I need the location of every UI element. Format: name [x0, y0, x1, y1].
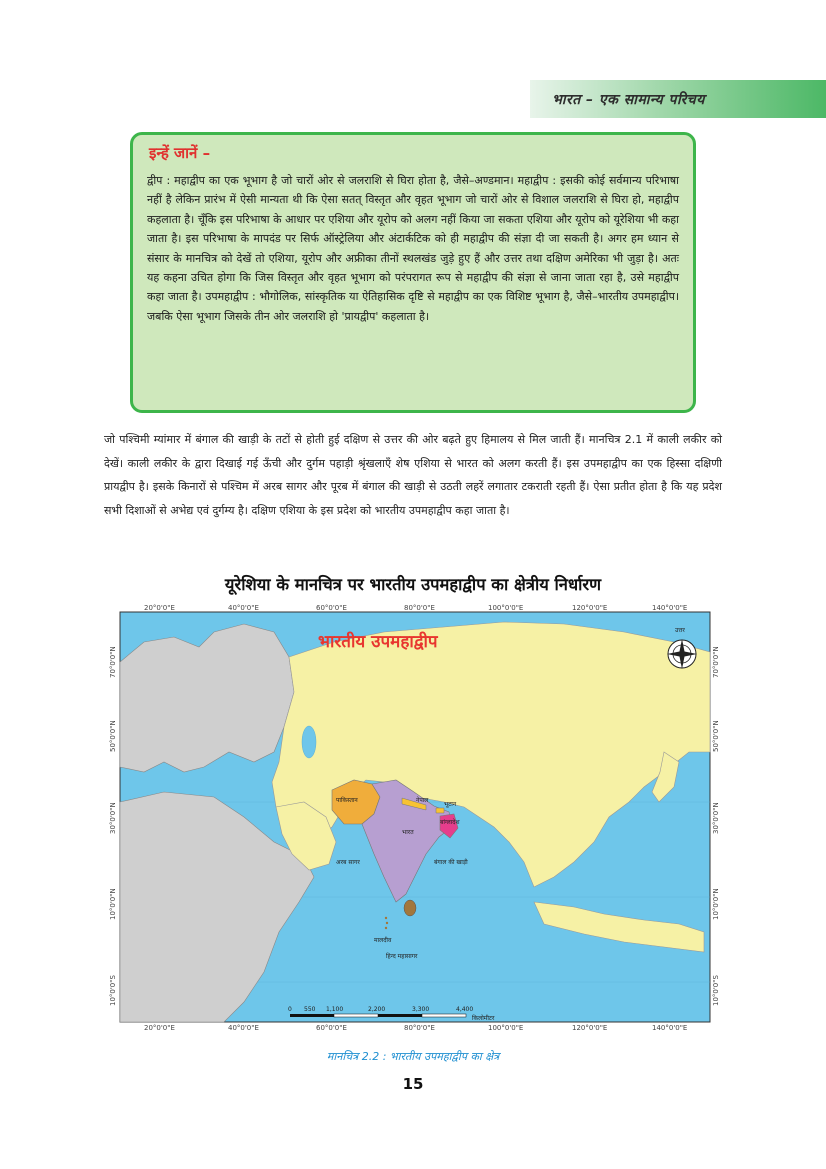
lat-tick-right-70: 70°0'0"N [712, 646, 720, 678]
label-arabian-sea: अरब सागर [336, 859, 360, 866]
bhutan-region [436, 808, 444, 813]
sri-lanka-region [404, 900, 416, 916]
scale-value-0: 0 [288, 1006, 292, 1013]
page-number: 15 [402, 1075, 424, 1093]
scale-value-2: 1,100 [326, 1006, 344, 1013]
lon-tick-top-120: 120°0'0"E [572, 604, 608, 612]
lon-tick-top-20: 20°0'0"E [144, 604, 175, 612]
info-box-text: द्वीप : महाद्वीप का एक भूभाग है जो चारों ओर से जलराशि से घिरा होता है, जैसे–अण्डमान। महाद्वीप : इसकी कोई सर्वमान्य परिभाषा नहीं है लेकिन प्रारंभ में ऐसी मान्यता थी कि ऐसा सतत् विस्तृत और वृहत भूभाग जो चारों ओर से विशाल जलराशि से घिरा हो, महाद्वीप कहलाता है। चूँकि इस परिभाषा के आधार पर एशिया और यूरोप को अलग नहीं किया जा सकता एशिया और यूरोप को यूरेशिया भी कहा जाता है। इस परिभाषा के मापदंड पर सिर्फ ऑस्ट्रेलिया और अंटार्कटिक को ही महाद्वीप की संज्ञा दी जा सकती है। अगर हम ध्यान से संसार के मानचित्र को देखें तो एशिया, यूरोप और अफ्रीका तीनों स्थलखंड जुड़े हुए हैं और उत्तर तथा दक्षिण अमेरिका भी जुड़ा है। अतः यह कहना उचित होगा कि जिस विस्तृत और वृहत भूभाग को परंपरागत रूप से महाद्वीप की संज्ञा से जाना जाता रहा है, उसे महाद्वीप कहा जाता है। उपमहाद्वीप : भौगोलिक, सांस्कृतिक या ऐतिहासिक दृष्टि से महाद्वीप का एक विशिष्ट भूभाग है, जैसे–भारतीय उपमहाद्वीप। जबकि ऐसा भूभाग जिसके तीन ओर जलराशि हो 'प्रायद्वीप' कहलाता है। [147, 174, 679, 323]
map-title: यूरेशिया के मानचित्र पर भारतीय उपमहाद्वीप का क्षेत्रीय निर्धारण [224, 575, 602, 594]
label-indian-ocean: हिन्द महासागर [386, 953, 418, 960]
europe-landmass [120, 624, 294, 772]
lon-tick-bottom-60: 60°0'0"E [316, 1024, 347, 1032]
info-box [130, 132, 696, 413]
lat-tick-right-10: 10°0'0"N [712, 888, 720, 920]
lon-tick-top-100: 100°0'0"E [488, 604, 524, 612]
lon-tick-bottom-40: 40°0'0"E [228, 1024, 259, 1032]
map-caption: मानचित्र 2.2 : भारतीय उपमहाद्वीप का क्षेत्र [326, 1050, 500, 1063]
lat-tick-left-s10: 10°0'0"S [109, 975, 117, 1006]
label-pakistan: पाकिस्तान [336, 797, 358, 804]
scale-value-3: 2,200 [368, 1006, 386, 1013]
lon-tick-top-40: 40°0'0"E [228, 604, 259, 612]
label-bay-of-bengal: बंगाल की खाड़ी [434, 859, 468, 866]
lon-tick-bottom-80: 80°0'0"E [404, 1024, 435, 1032]
info-box-title: इन्हें जानें – [149, 144, 211, 162]
label-maldives: मालदीव [374, 937, 392, 944]
lat-tick-left-10: 10°0'0"N [109, 888, 117, 920]
lon-tick-bottom-20: 20°0'0"E [144, 1024, 175, 1032]
lat-tick-left-50: 50°0'0"N [109, 720, 117, 752]
compass-label: उत्तर [675, 627, 685, 634]
lon-tick-bottom-100: 100°0'0"E [488, 1024, 524, 1032]
label-bangladesh: बांग्लादेश [440, 819, 460, 826]
scale-unit: किलोमीटर [472, 1015, 495, 1022]
scale-value-5: 4,400 [456, 1006, 474, 1013]
label-bhutan: भूटान [444, 801, 457, 808]
scale-value-4: 3,300 [412, 1006, 430, 1013]
body-paragraph: जो पश्चिमी म्यांमार में बंगाल की खाड़ी के तटों से होती हुई दक्षिण से उत्तर की ओर बढ़ते हुए हिमालय से मिल जाती हैं। मानचित्र 2.1 में काली लकीर को देखें। काली लकीर के द्वारा दिखाई गई ऊँची और दुर्गम पहाड़ी श्रृंखलाएँ शेष एशिया से भारत को अलग करती हैं। इस उपमहाद्वीप का एक हिस्सा दक्षिणी प्रायद्वीप है। इसके किनारों से पश्चिम में अरब सागर और पूरब में बंगाल की खाड़ी से उठती लहरें लगातार टकराती रहती हैं। ऐसा प्रतीत होता है कि यह प्रदेश सभी दिशाओं से अभेद्य एवं दुर्गम्य है। दक्षिण एशिया के इस प्रदेश को भारतीय उपमहाद्वीप कहा जाता है। [104, 433, 722, 517]
lat-tick-left-30: 30°0'0"N [109, 802, 117, 834]
lon-tick-bottom-120: 120°0'0"E [572, 1024, 608, 1032]
chapter-title: भारत – एक सामान्य परिचय [552, 92, 705, 108]
lat-tick-left-70: 70°0'0"N [109, 646, 117, 678]
lon-tick-top-60: 60°0'0"E [316, 604, 347, 612]
label-nepal: नेपाल [416, 797, 429, 804]
lon-tick-bottom-140: 140°0'0"E [652, 1024, 688, 1032]
lat-tick-right-50: 50°0'0"N [712, 720, 720, 752]
map-inset-title: भारतीय उपमहाद्वीप [318, 632, 438, 652]
eurasia-map [104, 602, 726, 1032]
scale-value-1: 550 [304, 1006, 316, 1013]
scale-bar [290, 1014, 466, 1017]
chapter-header-tab [530, 80, 826, 118]
lat-tick-right-30: 30°0'0"N [712, 802, 720, 834]
label-india: भारत [402, 829, 414, 836]
lon-tick-top-140: 140°0'0"E [652, 604, 688, 612]
lon-tick-top-80: 80°0'0"E [404, 604, 435, 612]
caspian-sea [302, 726, 316, 758]
lat-tick-right-s10: 10°0'0"S [712, 975, 720, 1006]
